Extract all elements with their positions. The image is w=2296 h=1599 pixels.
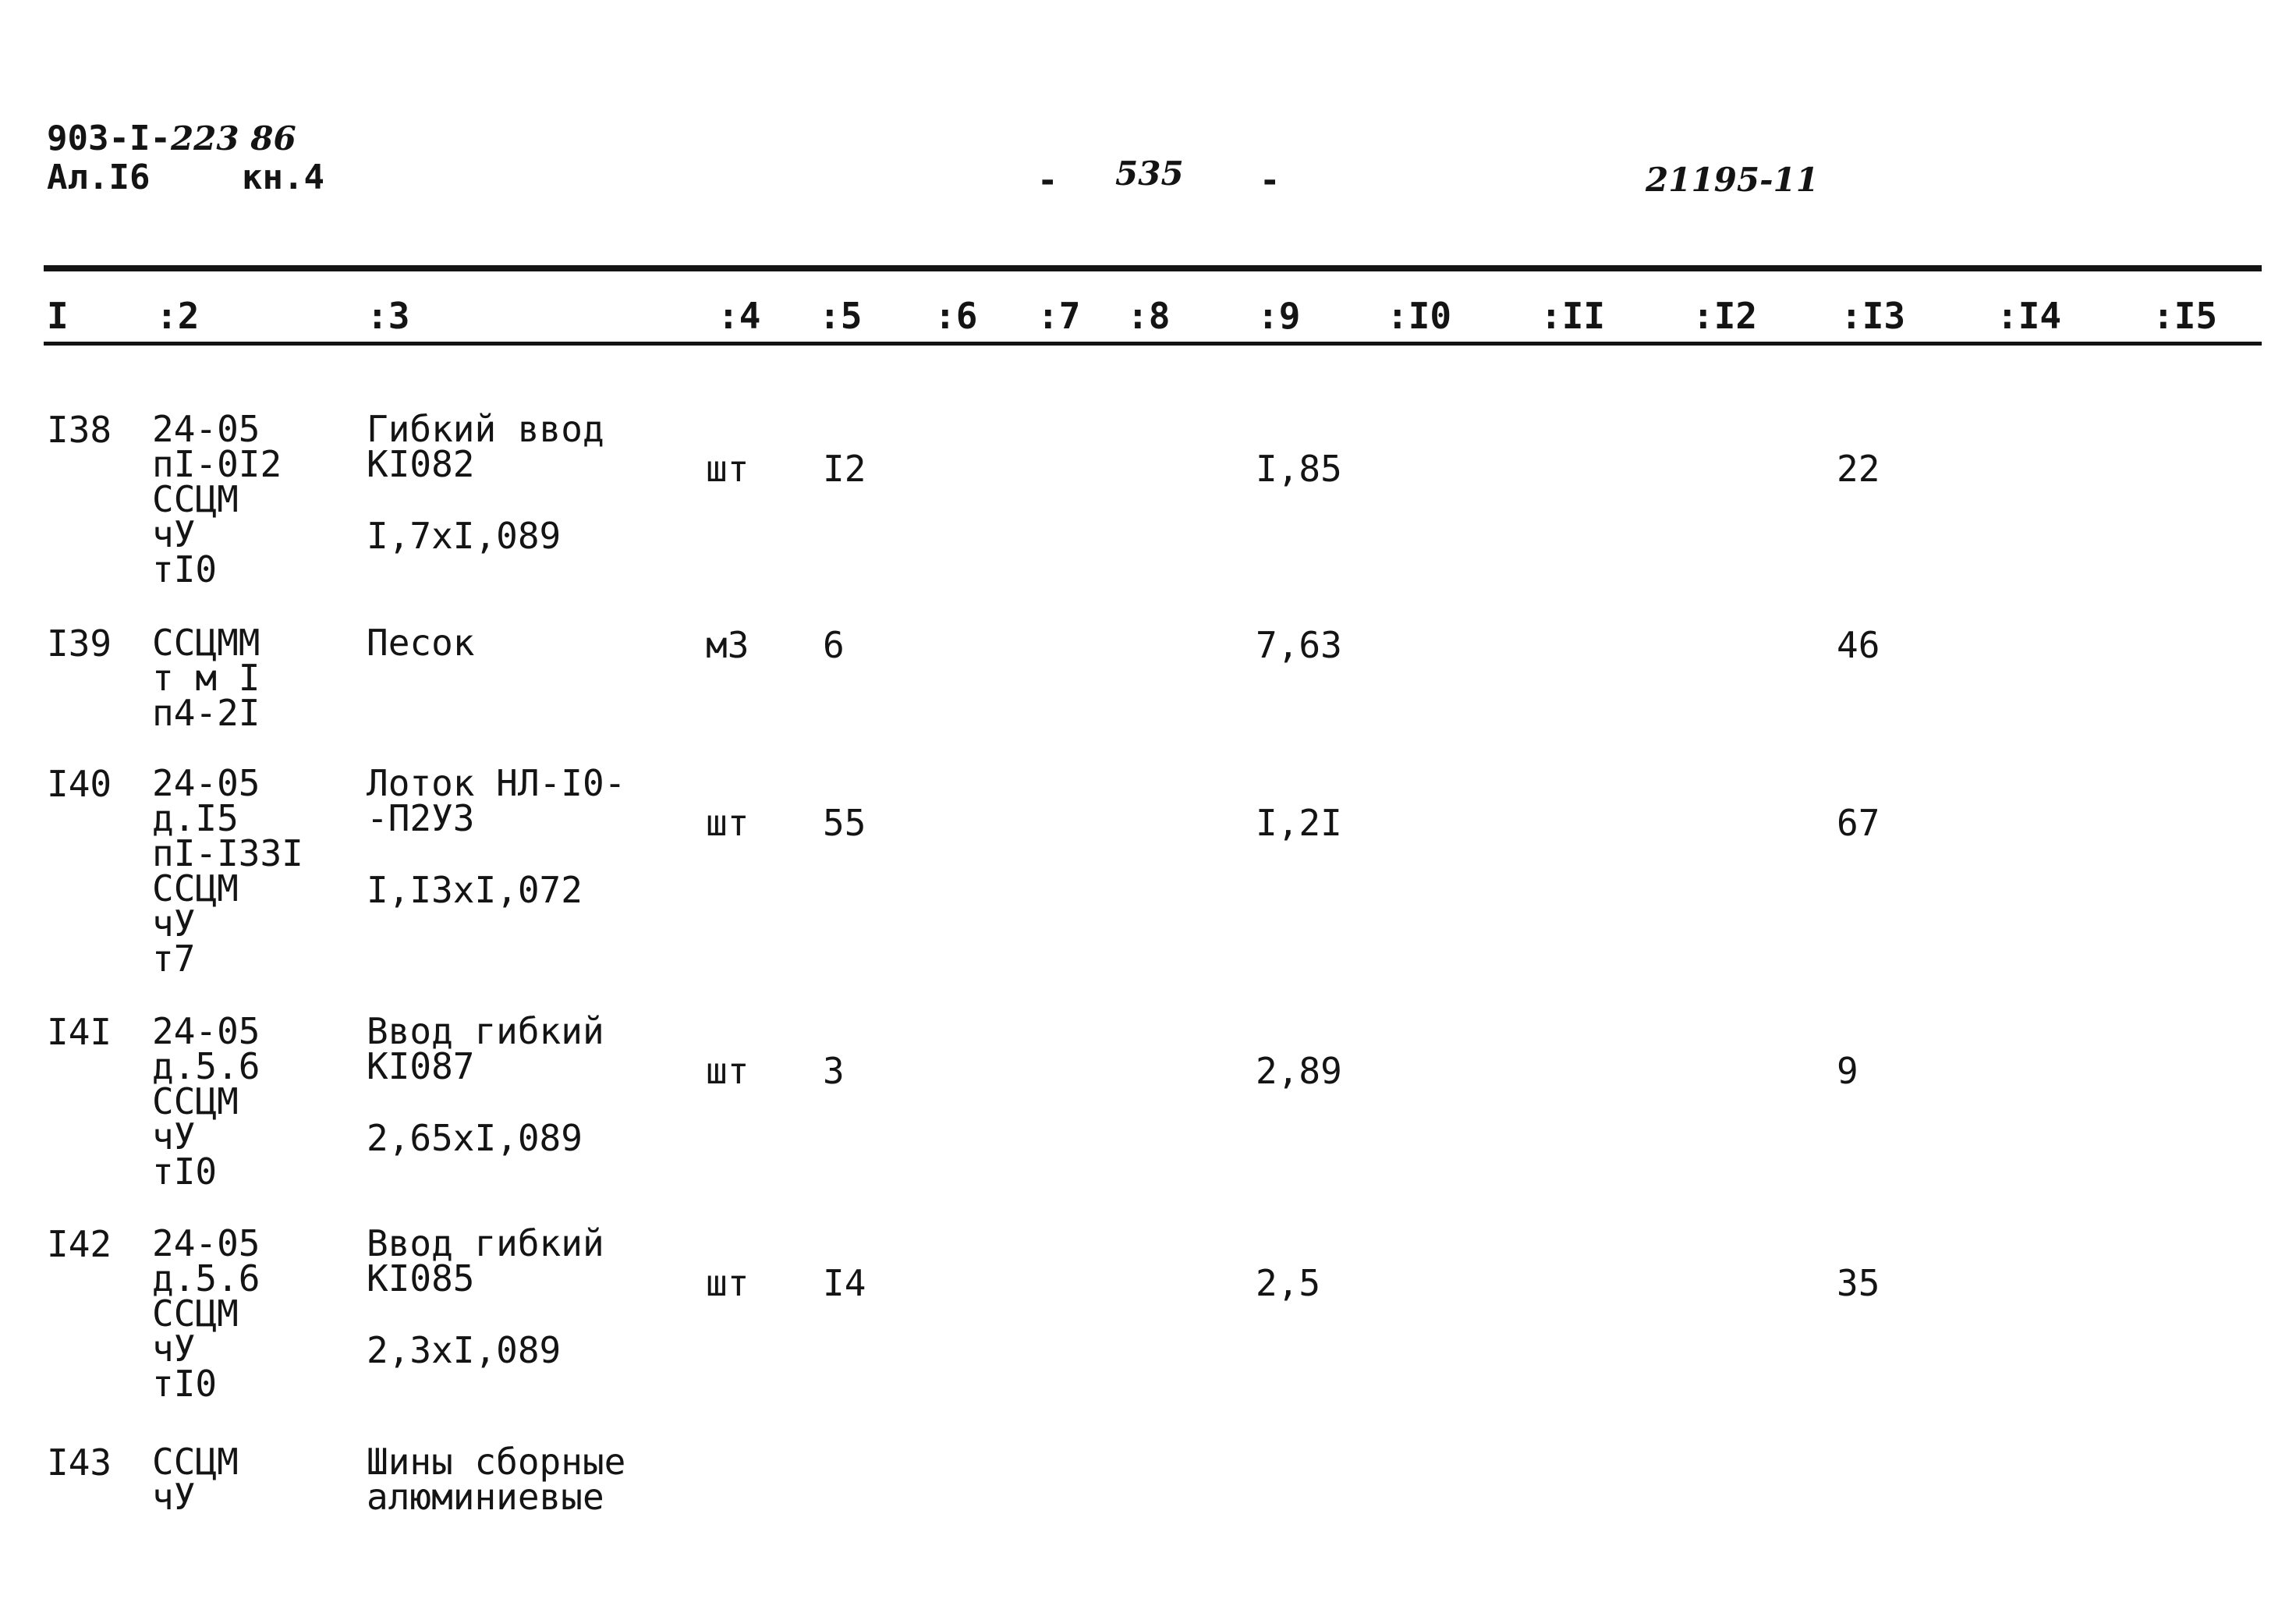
- column-header-14: :I4: [1997, 295, 2062, 337]
- row-number: I40: [47, 763, 112, 805]
- row-price: 2,5: [1256, 1262, 1321, 1304]
- row-price: 7,63: [1256, 624, 1342, 666]
- column-header-5: :5: [819, 295, 863, 337]
- row-price: I,85: [1256, 448, 1342, 490]
- row-quantity: 6: [823, 624, 845, 666]
- document-code: [47, 119, 296, 158]
- row-unit: шт: [706, 1050, 749, 1092]
- row-formula: 2,3хI,089: [367, 1329, 562, 1371]
- column-header-2: :2: [156, 295, 200, 337]
- row-total: 46: [1837, 624, 1880, 666]
- row-formula: I,7хI,089: [367, 515, 562, 557]
- column-header-8: :8: [1127, 295, 1171, 337]
- column-header-9: :9: [1257, 295, 1301, 337]
- row-total: 22: [1837, 448, 1880, 490]
- row-name: Песок: [367, 622, 475, 664]
- book-label: кн.4: [242, 158, 324, 197]
- row-number: I38: [47, 409, 112, 451]
- row-total: 9: [1837, 1050, 1858, 1092]
- row-name: Лоток НЛ-I0- -П2У3: [367, 762, 626, 840]
- page-dash-left: -: [1037, 161, 1058, 200]
- header-rule: [44, 265, 2262, 271]
- order-number: 21195-11: [1646, 161, 1819, 199]
- row-name: Шины сборные алюминиевые: [367, 1441, 626, 1519]
- row-quantity: 3: [823, 1050, 845, 1092]
- column-header-7: :7: [1037, 295, 1081, 337]
- row-unit: м3: [706, 624, 749, 666]
- column-header-1: I: [47, 295, 69, 337]
- row-price: I,2I: [1256, 802, 1342, 844]
- row-code: 24-05 д.5.6 ССЦМ чУ тI0: [152, 1222, 260, 1406]
- column-header-3: :3: [367, 295, 410, 337]
- row-quantity: I2: [823, 448, 866, 490]
- column-header-6: :6: [934, 295, 978, 337]
- row-unit: шт: [706, 1262, 749, 1304]
- column-header-15: :I5: [2152, 295, 2218, 337]
- row-code: ССЦММ т м I п4-2I: [152, 622, 260, 735]
- row-quantity: 55: [823, 802, 866, 844]
- row-quantity: I4: [823, 1262, 866, 1304]
- row-number: I39: [47, 622, 112, 665]
- row-number: I43: [47, 1441, 112, 1484]
- column-header-13: :I3: [1841, 295, 1906, 337]
- column-header-10: :I0: [1387, 295, 1452, 337]
- row-total: 35: [1837, 1262, 1880, 1304]
- document-code-handwritten: 223 86: [170, 119, 296, 158]
- column-header-rule: [44, 342, 2262, 346]
- row-unit: шт: [706, 802, 749, 844]
- row-name: Ввод гибкий КI085: [367, 1222, 604, 1300]
- row-code: 24-05 пI-0I2 ССЦМ чУ тI0: [152, 408, 282, 591]
- sheet-label: Ал.I6: [47, 158, 151, 197]
- page-number: 535: [1115, 154, 1184, 193]
- row-name: Ввод гибкий КI087: [367, 1010, 604, 1088]
- column-header-4: :4: [718, 295, 761, 337]
- column-header-12: :I2: [1692, 295, 1758, 337]
- column-header-11: :II: [1540, 295, 1606, 337]
- row-name: Гибкий ввод КI082: [367, 408, 604, 486]
- row-number: I42: [47, 1223, 112, 1265]
- row-unit: шт: [706, 448, 749, 490]
- row-code: 24-05 д.I5 пI-I33I ССЦМ чУ т7: [152, 762, 303, 980]
- row-code: 24-05 д.5.6 ССЦМ чУ тI0: [152, 1010, 260, 1193]
- row-formula: I,I3хI,072: [367, 869, 583, 911]
- page-dash-right: -: [1260, 161, 1281, 200]
- row-formula: 2,65хI,089: [367, 1117, 583, 1159]
- document-code-prefix: 903-I-: [47, 119, 171, 158]
- row-price: 2,89: [1256, 1050, 1342, 1092]
- row-code: ССЦМ чУ: [152, 1441, 239, 1519]
- row-number: I4I: [47, 1011, 112, 1053]
- row-total: 67: [1837, 802, 1880, 844]
